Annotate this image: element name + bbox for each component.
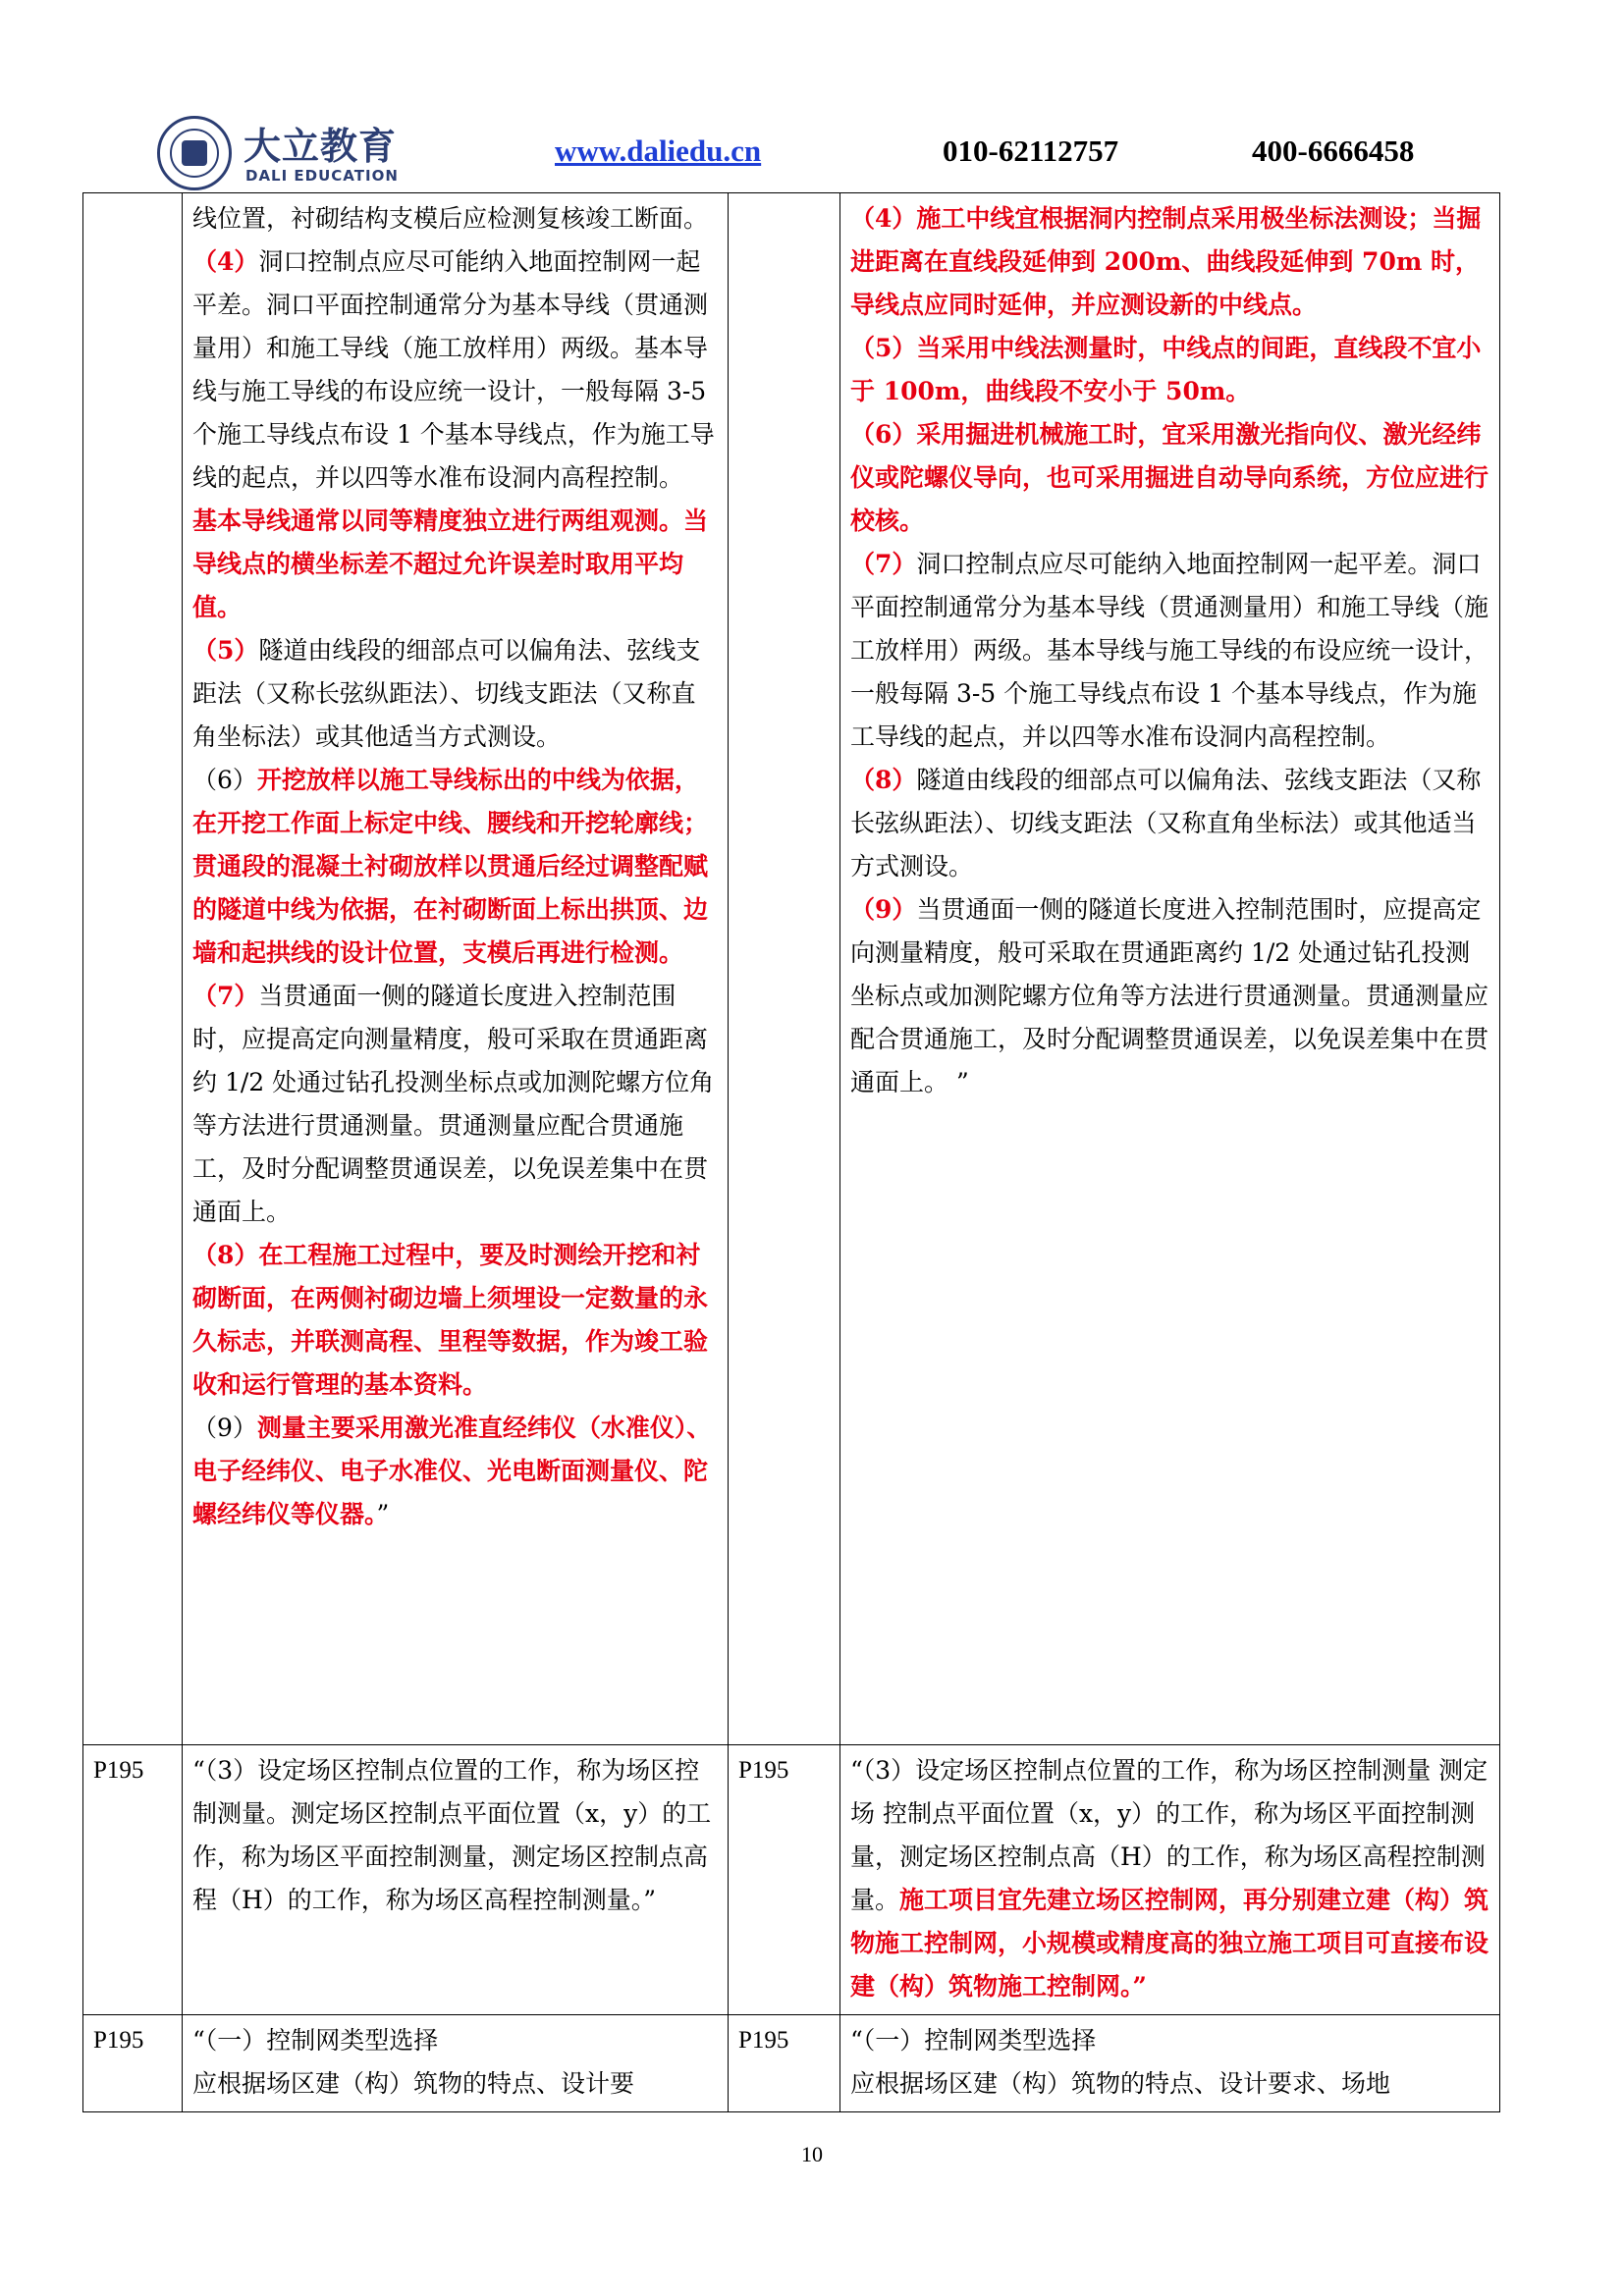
phone-number-1: 010-62112757 [943,133,1119,168]
paragraph [192,2062,718,2106]
highlighted-text: （5）当采用中线法测量时，中线点的间距，直线段不宜小于 100m，曲线段不安小于 50m。 [850,334,1482,405]
highlighted-text: （5） [192,636,259,665]
text-run: “（3）设定场区控制点位置的工作，称为场区控制测量 测定场 控制点平面位置（x，y）的工作，称为场区平面控制测量，测定场区控制点高（H）的工作，称为场区高程控制测量。 [850,1756,1489,1914]
logo-chinese-name: 大立教育 [244,125,398,168]
logo-emblem-icon [157,116,232,190]
page-number: 10 [801,2142,823,2166]
dali-logo [157,116,550,194]
paragraph [850,543,1489,759]
paragraph [850,2062,1489,2106]
text-run: “（一）控制网类型选择 [850,2026,1097,2055]
new-page-cell: P195 [729,2015,840,2112]
old-text-cell [183,1745,729,2015]
paragraph [192,197,718,240]
paragraph [192,1749,718,1922]
new-page-cell: P195 [729,1745,840,2015]
text-run: 当贯通面一侧的隧道长度进入控制范围时，应提高定向测量精度，般可采取在贯通距离约 1/2 处通过钻孔投测坐标点或加测陀螺方位角等方法进行贯通测量。贯通测量应配合贯通施工，及时分配调整贯通误差，以免误差集中在贯通面上。 ” [850,895,1489,1096]
comparison-table [82,192,1500,2112]
old-page-cell [83,193,183,1745]
logo-english-name: DALI EDUCATION [245,167,399,185]
text-run: 隧道由线段的细部点可以偏角法、弦线支距法（又称长弦纵距法）、切线支距法（又称直角坐标法）或其他适当方式测设。 [192,636,701,751]
table-row [83,193,1500,1745]
paragraph [192,1407,718,1536]
text-run: （6） [192,766,257,794]
highlighted-text: （7） [850,550,917,578]
page-header [157,116,1434,194]
website-link[interactable]: www.daliedu.cn [555,133,762,168]
text-run: 应根据场区建（构）筑物的特点、设计要 [192,2069,635,2098]
paragraph [850,888,1489,1104]
table-row [83,1745,1500,2015]
text-run: 隧道由线段的细部点可以偏角法、弦线支距法（又称长弦纵距法）、切线支距法（又称直角坐标法）或其他适当方式测设。 [850,766,1482,881]
highlighted-text: 基本导线通常以同等精度独立进行两组观测。当导线点的横坐标差不超过允许误差时取用平均值。 [192,507,709,621]
highlighted-text: 施工项目宜先建立场区控制网，再分别建立建（构）筑物施工控制网，小规模或精度高的独立施工项目可直接布设建（构）筑物施工控制网。” [850,1886,1489,2001]
paragraph [192,629,718,759]
text-run: （9） [192,1414,257,1442]
paragraph [850,759,1489,888]
text-run: ” [376,1500,390,1528]
highlighted-text: （9） [850,895,917,924]
text-run: 洞口控制点应尽可能纳入地面控制网一起平差。洞口平面控制通常分为基本导线（贯通测量用）和施工导线（施工放样用）两级。基本导线与施工导线的布设应统一设计，一般每隔 3-5 个施工导线点布设 1 个基本导线点，作为施工导线的起点，并以四等水准布设洞内高程控制。 [850,550,1489,751]
highlighted-text: 在工程施工过程中，要及时测绘开挖和衬砌断面，在两侧衬砌边墙上须埋设一定数量的永久标志，并联测高程、里程等数据，作为竣工验收和运行管理的基本资料。 [192,1241,709,1399]
paragraph [192,1234,718,1407]
text-run: 当贯通面一侧的隧道长度进入控制范围时，应提高定向测量精度，般可采取在贯通距离约 1/2 处通过钻孔投测坐标点或加测陀螺方位角等方法进行贯通测量。贯通测量应配合贯通施工，及时分配调整贯通误差，以免误差集中在贯通面上。 [192,982,715,1226]
highlighted-text: （4） [192,247,259,276]
paragraph [850,1749,1489,2008]
old-text-cell [183,2015,729,2112]
highlighted-text: （4）施工中线宜根据洞内控制点采用极坐标法测设；当掘进距离在直线段延伸到 200m、曲线段延伸到 70m 时，导线点应同时延伸，并应测设新的中线点。 [850,204,1482,319]
new-text-cell [840,1745,1500,2015]
new-text-cell [840,193,1500,1745]
phone-number-2: 400-6666458 [1252,133,1415,168]
highlighted-text: （7） [192,982,259,1010]
paragraph [850,2019,1489,2062]
highlighted-text: （8） [850,766,917,794]
paragraph [850,413,1489,543]
text-run: “（一）控制网类型选择 [192,2026,439,2055]
paragraph [192,975,718,1234]
paragraph [850,327,1489,413]
old-page-cell: P195 [83,1745,183,2015]
paragraph [192,240,718,500]
text-run: 线位置，衬砌结构支模后应检测复核竣工断面。 [192,204,709,233]
highlighted-text: （6）采用掘进机械施工时，宜采用激光指向仪、激光经纬仪或陀螺仪导向，也可采用掘进自动导向系统，方位应进行校核。 [850,420,1489,535]
old-text-cell [183,193,729,1745]
new-page-cell [729,193,840,1745]
paragraph [192,500,718,629]
old-page-cell: P195 [83,2015,183,2112]
text-run: 洞口控制点应尽可能纳入地面控制网一起平差。洞口平面控制通常分为基本导线（贯通测量用）和施工导线（施工放样用）两级。基本导线与施工导线的布设应统一设计，一般每隔 3-5 个施工导线点布设 1 个基本导线点，作为施工导线的起点，并以四等水准布设洞内高程控制。 [192,247,715,492]
paragraph [850,197,1489,327]
paragraph [192,2019,718,2062]
text-run: “（3）设定场区控制点位置的工作，称为场区控制测量。测定场区控制点平面位置（x，y）的工作，称为场区平面控制测量，测定场区控制点高程（H）的工作，称为场区高程控制测量。” [192,1756,712,1914]
highlighted-text: 开挖放样以施工导线标出的中线为依据，在开挖工作面上标定中线、腰线和开挖轮廓线；贯通段的混凝土衬砌放样以贯通后经过调整配赋的隧道中线为依据，在衬砌断面上标出拱顶、边墙和起拱线的设计位置，支模后再进行检测。 [192,766,709,967]
new-text-cell [840,2015,1500,2112]
highlighted-text: 测量主要采用激光准直经纬仪（水准仪）、电子经纬仪、电子水准仪、光电断面测量仪、陀螺经纬仪等仪器。 [192,1414,712,1528]
highlighted-text: （8） [192,1241,259,1269]
table-row [83,2015,1500,2112]
paragraph [192,759,718,975]
text-run: 应根据场区建（构）筑物的特点、设计要求、场地 [850,2069,1391,2098]
